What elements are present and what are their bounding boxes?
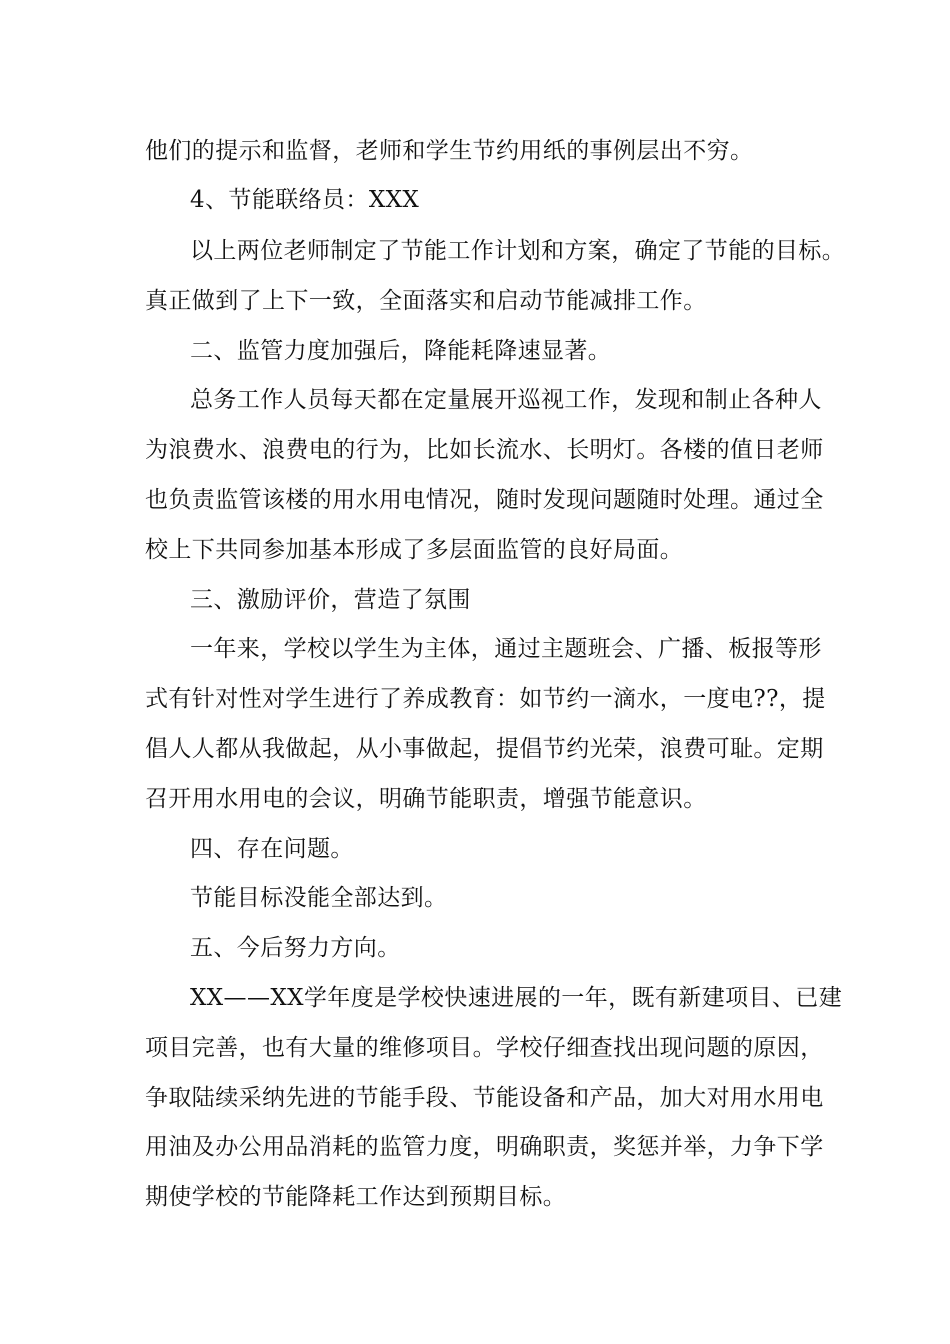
text-line: 4、节能联络员：XXX	[190, 187, 420, 213]
section-heading: 三、激励评价，营造了氛围	[190, 587, 471, 613]
text-line: 总务工作人员每天都在定量展开巡视工作，发现和制止各种人	[190, 387, 822, 413]
text-line: 真正做到了上下一致，全面落实和启动节能减排工作。	[145, 288, 707, 314]
text-line: 用油及办公用品消耗的监管力度，明确职责，奖惩并举，力争下学	[145, 1134, 824, 1160]
text-line: 倡人人都从我做起，从小事做起，提倡节约光荣，浪费可耻。定期	[145, 736, 824, 762]
text-line: 节能目标没能全部达到。	[190, 885, 448, 911]
text-line: 项目完善，也有大量的维修项目。学校仔细查找出现问题的原因，	[145, 1035, 824, 1061]
section-heading: 二、监管力度加强后，降能耗降速显著。	[190, 338, 612, 364]
text-line: 他们的提示和监督，老师和学生节约用纸的事例层出不穷。	[145, 138, 754, 164]
text-line: 式有针对性对学生进行了养成教育：如节约一滴水，一度电??，提	[145, 686, 826, 712]
text-line: 为浪费水、浪费电的行为，比如长流水、长明灯。各楼的值日老师	[145, 437, 824, 463]
text-line: 争取陆续采纳先进的节能手段、节能设备和产品，加大对用水用电	[145, 1085, 824, 1111]
text-line: 以上两位老师制定了节能工作计划和方案，确定了节能的目标。	[190, 238, 846, 264]
section-heading: 五、今后努力方向。	[190, 935, 401, 961]
text-line: 召开用水用电的会议，明确节能职责，增强节能意识。	[145, 786, 707, 812]
text-line: 也负责监管该楼的用水用电情况，随时发现问题随时处理。通过全	[145, 487, 824, 513]
text-line: 校上下共同参加基本形成了多层面监管的良好局面。	[145, 537, 684, 563]
text-line: 期使学校的节能降耗工作达到预期目标。	[145, 1184, 567, 1210]
text-line: XX——XX学年度是学校快速进展的一年，既有新建项目、已建	[190, 985, 843, 1011]
text-line: 一年来，学校以学生为主体，通过主题班会、广播、板报等形	[190, 636, 822, 662]
section-heading: 四、存在问题。	[190, 836, 354, 862]
